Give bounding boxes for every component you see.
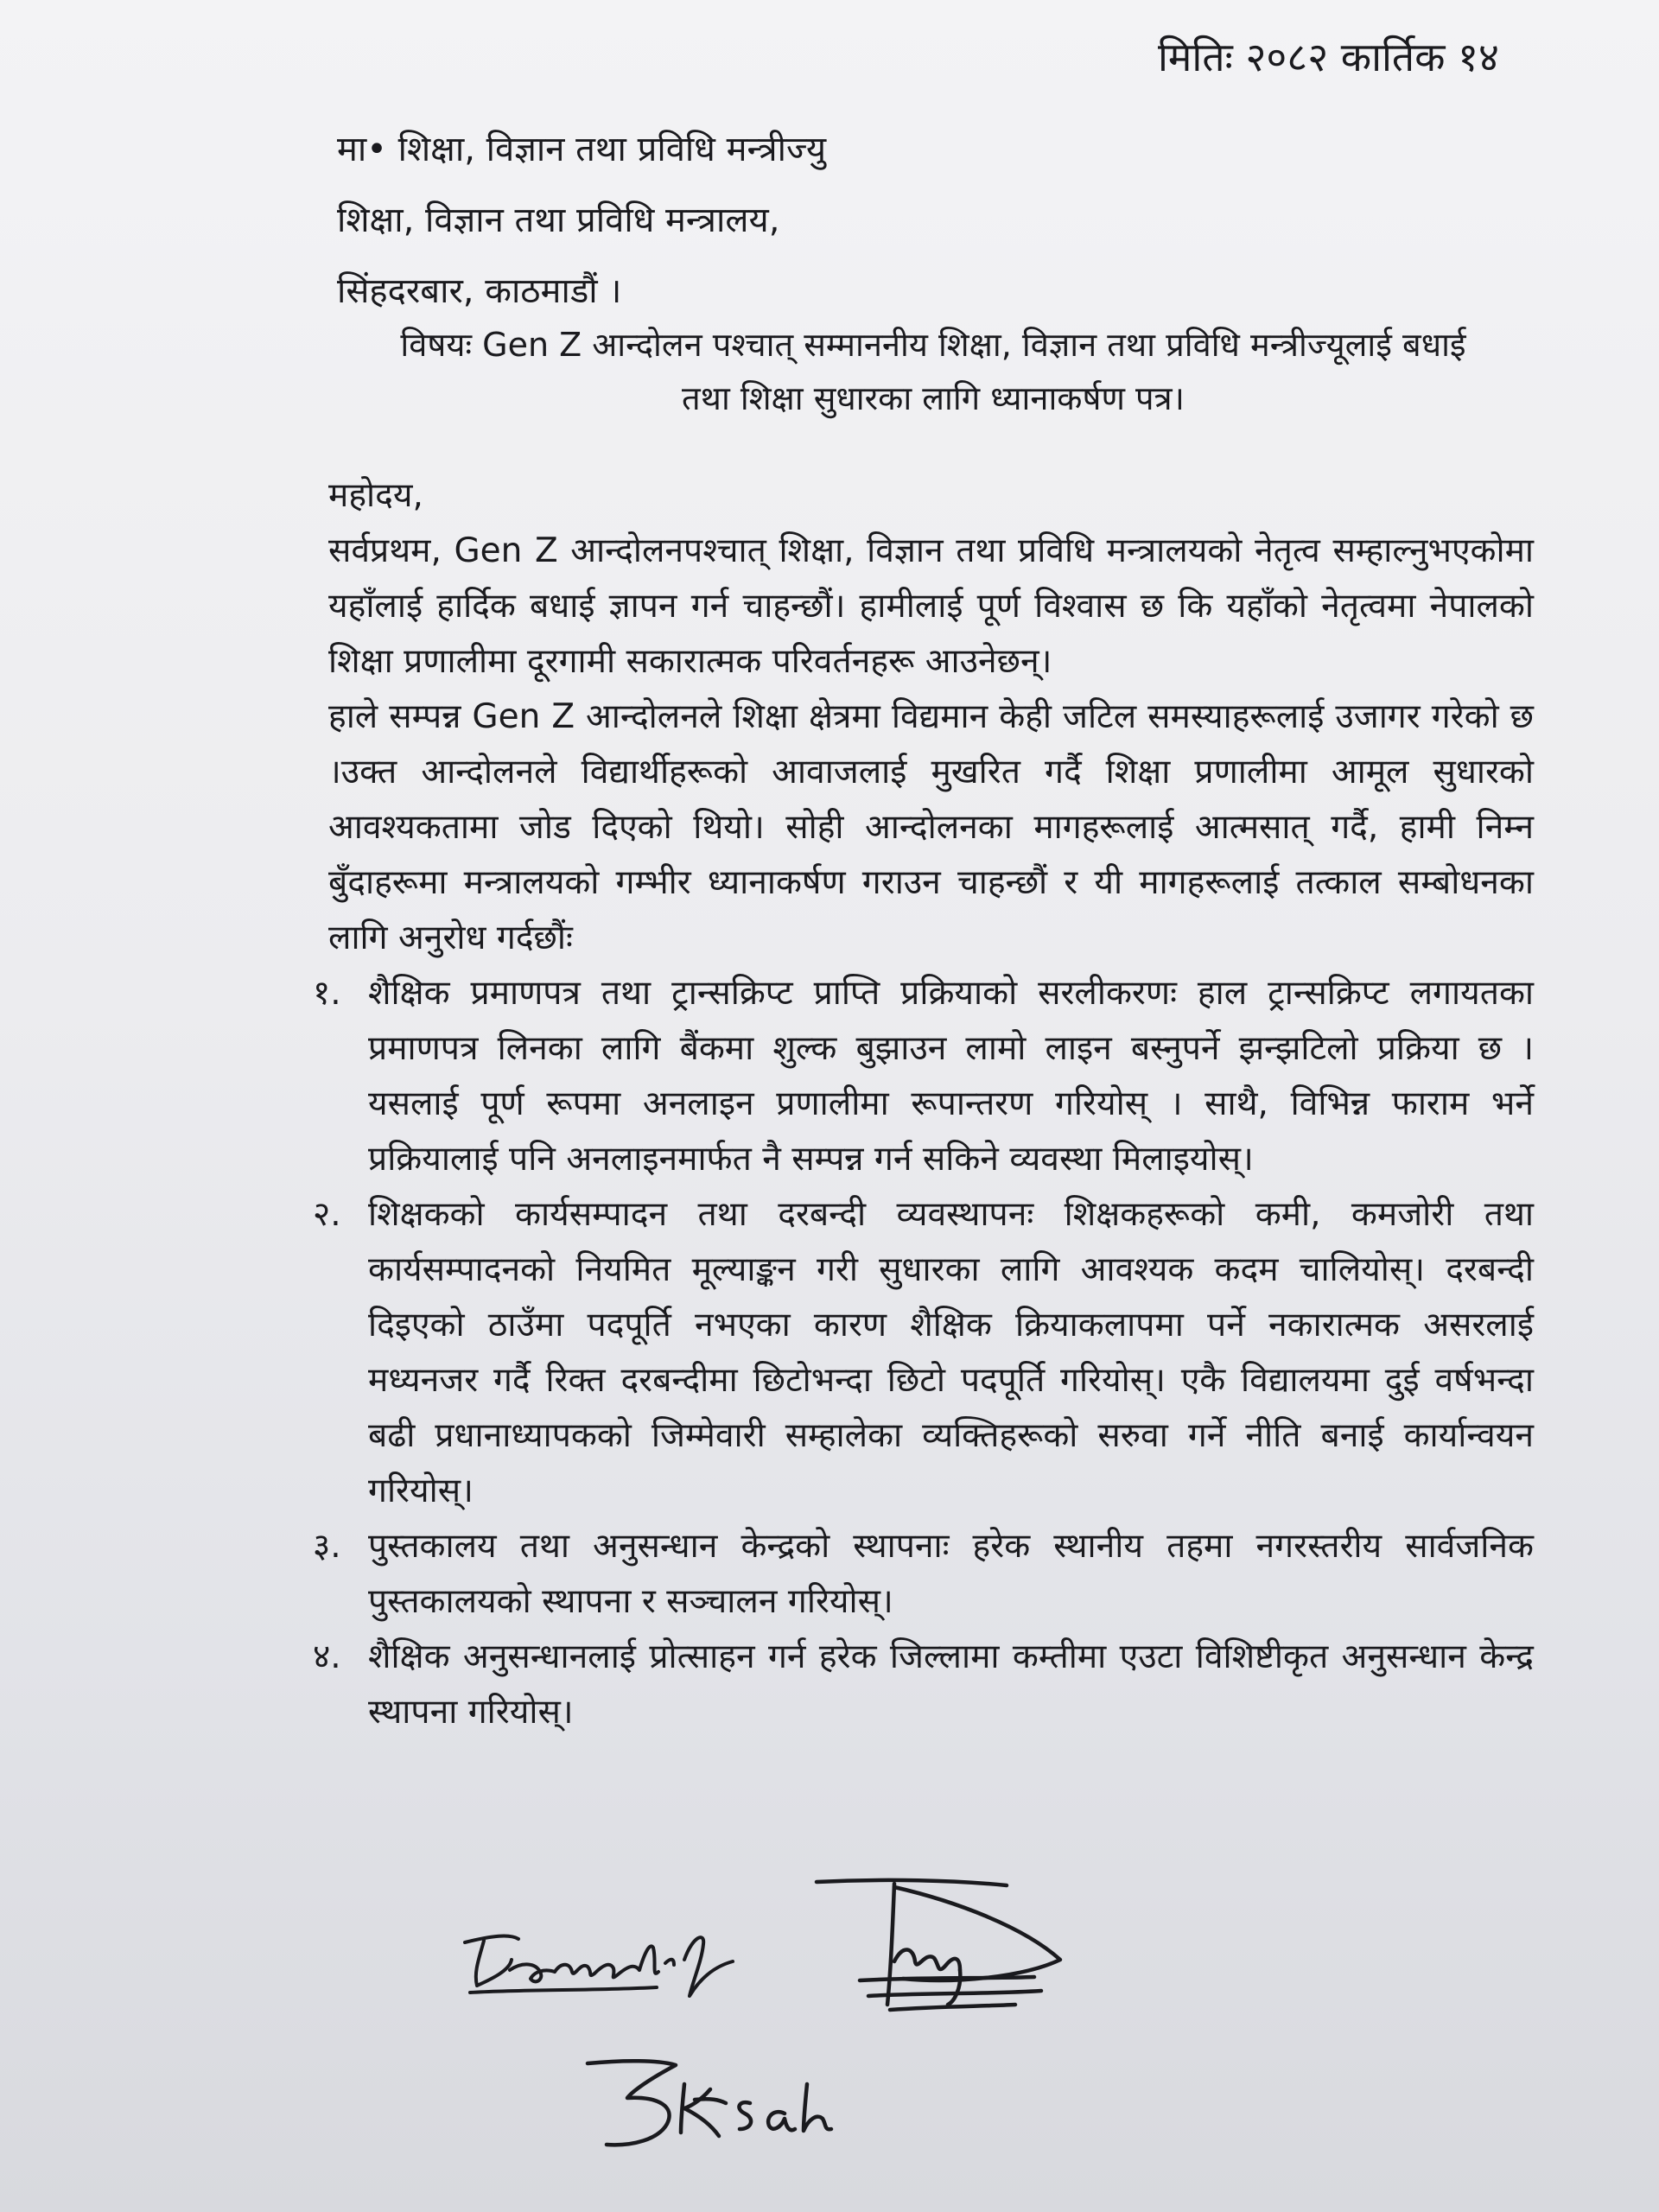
- demand-item: [313, 1630, 1534, 1740]
- demands-list: [313, 966, 1534, 1740]
- paragraph: हाले सम्पन्न Gen Z आन्दोलनले शिक्षा क्षेत्रमा विद्यमान केही जटिल समस्याहरूलाई उजागर गरेको छ ।उक्त आन्दोलनले विद्यार्थीहरूको आवाजलाई मुखरित गर्दै शिक्षा प्रणालीमा आमूल सुधारको आवश्यकतामा जोड दिएको थियो। सोही आन्दोलनका मागहरूलाई आत्मसात् गर्दै, हामी निम्न बुँदाहरूमा मन्त्रालयको गम्भीर ध्यानाकर्षण गराउन चाहन्छौं र यी मागहरूलाई तत्काल सम्बोधनका लागि अनुरोध गर्दछौंः: [328, 697, 1534, 957]
- recipient-line: शिक्षा, विज्ञान तथा प्रविधि मन्त्रालय,: [337, 200, 780, 240]
- demand-text: पुस्तकालय तथा अनुसन्धान केन्द्रको स्थापनाः हरेक स्थानीय तहमा नगरस्तरीय सार्वजनिक पुस्तकालयको स्थापना र सञ्चालन गरियोस्।: [368, 1527, 1534, 1621]
- recipient-address: [337, 114, 826, 327]
- demand-item: [313, 1519, 1534, 1630]
- demand-text: शैक्षिक अनुसन्धानलाई प्रोत्साहन गर्न हरेक जिल्लामा कम्तीमा एउटा विशिष्टीकृत अनुसन्धान केन्द्र स्थापना गरियोस्।: [368, 1637, 1534, 1732]
- subject-line: तथा शिक्षा सुधारका लागि ध्यानाकर्षण पत्र।: [682, 379, 1185, 417]
- signature-1: [458, 1910, 743, 2013]
- recipient-line: सिंहदरबार, काठमाडौं ।: [337, 271, 622, 311]
- demand-number: २.: [313, 1195, 341, 1234]
- demand-number: ४.: [313, 1637, 341, 1676]
- demand-item: [313, 966, 1534, 1187]
- subject-line: विषयः Gen Z आन्दोलन पश्चात् सम्माननीय शिक्षा, विज्ञान तथा प्रविधि मन्त्रीज्यूलाई बधाई: [400, 326, 1466, 364]
- demand-text: शैक्षिक प्रमाणपत्र तथा ट्रान्सक्रिप्ट प्राप्ति प्रक्रियाको सरलीकरणः हाल ट्रान्सक्रिप्ट लगायतका प्रमाणपत्र लिनका लागि बैंकमा शुल्क बुझाउन लामो लाइन बस्नुपर्ने झन्झटिलो प्रक्रिया छ । यसलाई पूर्ण रूपमा अनलाइन प्रणालीमा रूपान्तरण गरियोस् । साथै, विभिन्न फाराम भर्ने प्रक्रियालाई पनि अनलाइनमार्फत नै सम्पन्न गर्न सकिने व्यवस्था मिलाइयोस्।: [368, 974, 1534, 1179]
- recipient-line: मा• शिक्षा, विज्ञान तथा प्रविधि मन्त्रीज्यु: [337, 130, 827, 169]
- paragraph: सर्वप्रथम, Gen Z आन्दोलनपश्चात् शिक्षा, विज्ञान तथा प्रविधि मन्त्रालयको नेतृत्व सम्हाल्नुभएकोमा यहाँलाई हार्दिक बधाई ज्ञापन गर्न चाहन्छौं। हामीलाई पूर्ण विश्वास छ कि यहाँको नेतृत्वमा नेपालको शिक्षा प्रणालीमा दूरगामी सकारात्मक परिवर्तनहरू आउनेछन्।: [328, 531, 1534, 681]
- demand-text: शिक्षकको कार्यसम्पादन तथा दरबन्दी व्यवस्थापनः शिक्षकहरूको कमी, कमजोरी तथा कार्यसम्पादनको नियमित मूल्याङ्कन गरी सुधारका लागि आवश्यक कदम चालियोस्। दरबन्दी दिइएको ठाउँमा पदपूर्ति नभएका कारण शैक्षिक क्रियाकलापमा पर्ने नकारात्मक असरलाई मध्यनजर गर्दै रिक्त दरबन्दीमा छिटोभन्दा छिटो पदपूर्ति गरियोस्। एकै विद्यालयमा दुई वर्षभन्दा बढी प्रधानाध्यापकको जिम्मेवारी सम्हालेका व्यक्तिहरूको सरुवा गर्ने नीति बनाई कार्यान्वयन गरियोस्।: [368, 1195, 1534, 1510]
- letter-subject: [328, 318, 1538, 425]
- salutation: महोदय,: [328, 476, 423, 515]
- demand-number: ३.: [313, 1527, 341, 1566]
- letter-body: [313, 468, 1534, 1740]
- signature-2: [808, 1875, 1076, 2022]
- demand-number: १.: [313, 974, 341, 1013]
- demand-item: [313, 1187, 1534, 1519]
- signature-3: [581, 2050, 849, 2162]
- letter-date: मितिः २०८२ कार्तिक १४: [1158, 34, 1499, 80]
